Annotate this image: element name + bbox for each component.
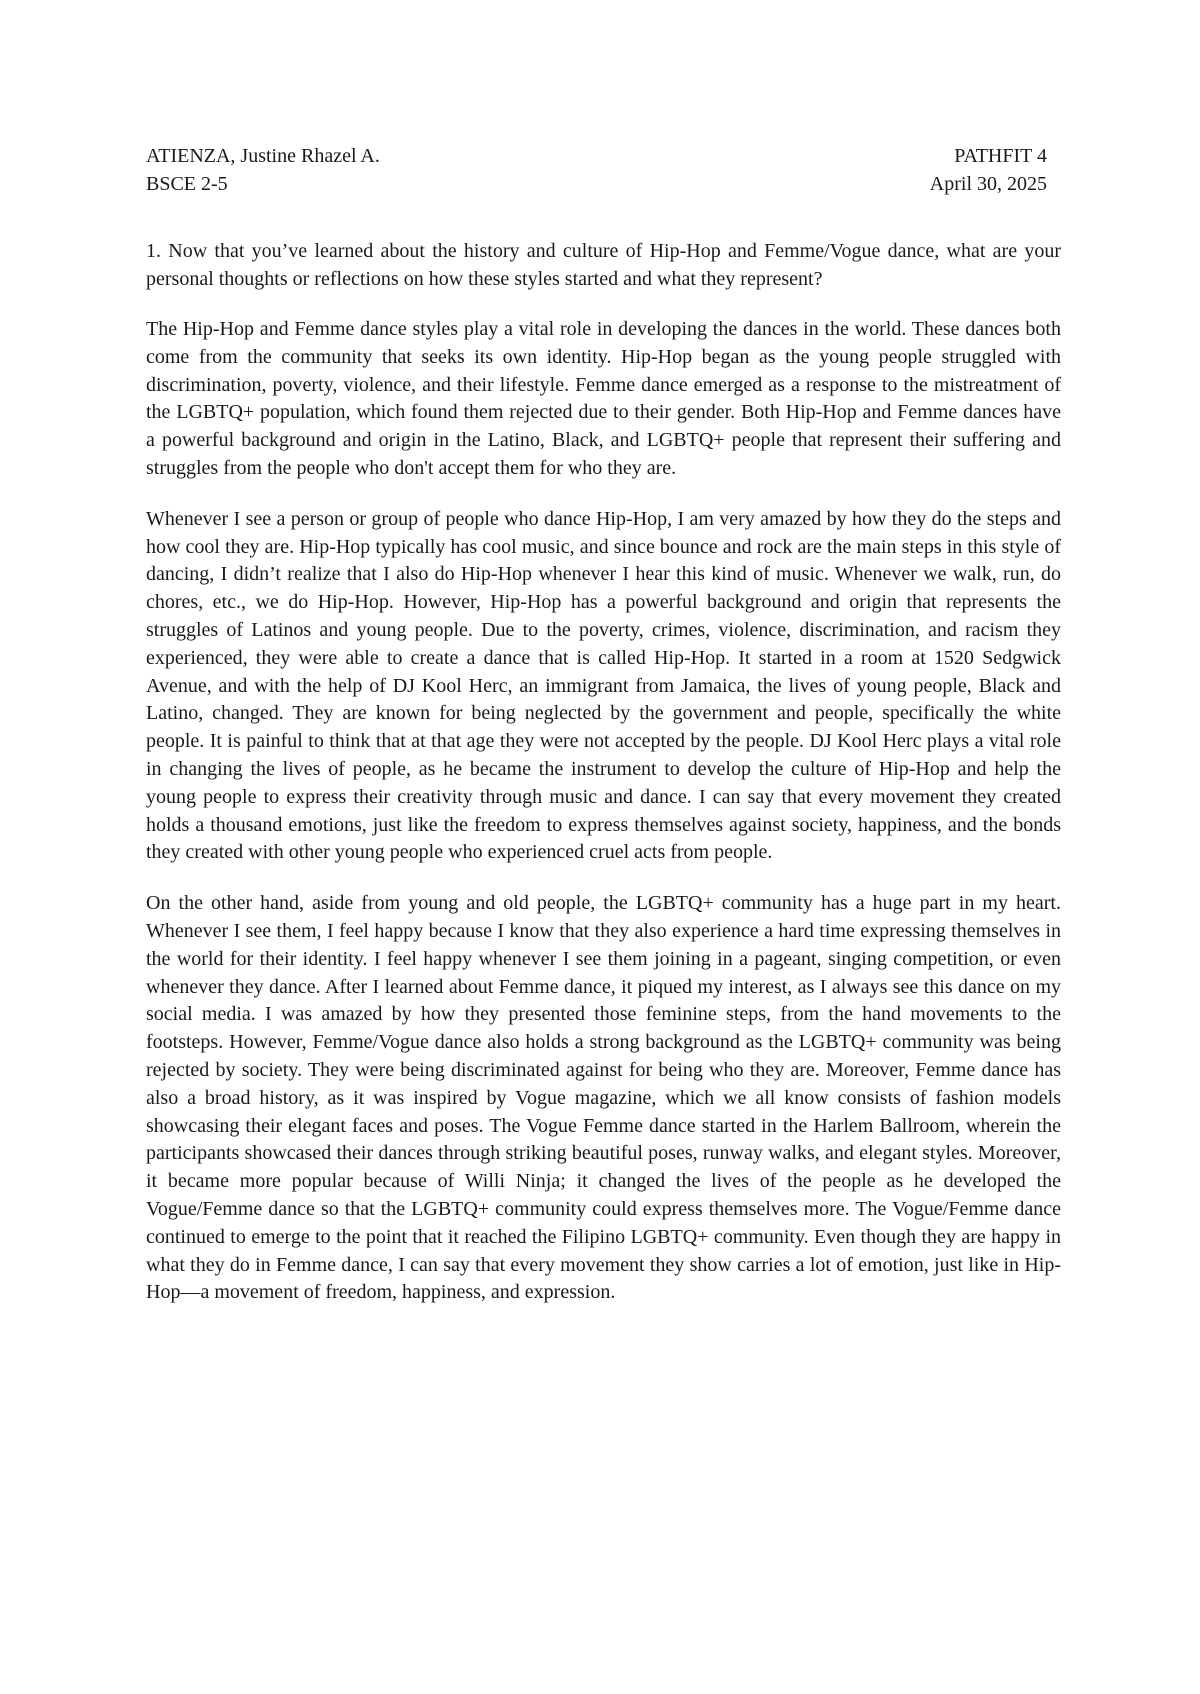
submission-date: April 30, 2025 <box>929 173 1047 195</box>
document-header <box>146 142 1061 198</box>
student-name: ATIENZA, Justine Rhazel A. <box>146 145 380 167</box>
paragraph-1: The Hip-Hop and Femme dance styles play a vital role in developing the dances in the world. These dances both come from the community that seeks its own identity. Hip-Hop began as the young people struggled with discrimination, poverty, violence, and their lifestyle. Femme dance emerged as a response to the mistreatment of the LGBTQ+ population, which found them rejected due to their gender. Both Hip-Hop and Femme dances have a powerful background and origin in the Latino, Black, and LGBTQ+ people that represent their suffering and struggles from the people who don't accept them for who they are. <box>146 318 1061 479</box>
student-section: BSCE 2-5 <box>146 173 228 195</box>
student-info <box>146 142 380 198</box>
paragraph-3: On the other hand, aside from young and old people, the LGBTQ+ community has a huge part in my heart. Whenever I see them, I feel happy because I know that they also experience a hard time expressing themselves in the world for their identity. I feel happy whenever I see them joining in a pageant, singing competition, or even whenever they dance. After I learned about Femme dance, it piqued my interest, as I always see this dance on my social media. I was amazed by how they presented those feminine steps, from the hand movements to the footsteps. However, Femme/Vogue dance also holds a strong background as the LGBTQ+ community was being rejected by society. They were being discriminated against for being who they are. Moreover, Femme dance has also a broad history, as it was inspired by Vogue magazine, which we all know consists of fashion models showcasing their elegant faces and poses. The Vogue Femme dance started in the Harlem Ballroom, wherein the participants showcased their dances through striking beautiful poses, runway walks, and elegant styles. Moreover, it became more popular because of Willi Ninja; it changed the lives of the people as he developed the Vogue/Femme dance so that the LGBTQ+ community could express themselves more. The Vogue/Femme dance continued to emerge to the point that it reached the Filipino LGBTQ+ community. Even though they are happy in what they do in Femme dance, I can say that every movement they show carries a lot of emotion, just like in Hip-Hop—a movement of freedom, happiness, and expression. <box>146 892 1061 1304</box>
question-text: 1. Now that you’ve learned about the history and culture of Hip-Hop and Femme/Vogue dance, what are your personal thoughts or reflections on how these styles started and what they represent? <box>146 240 1061 290</box>
paragraph-2: Whenever I see a person or group of people who dance Hip-Hop, I am very amazed by how they do the steps and how cool they are. Hip-Hop typically has cool music, and since bounce and rock are the main steps in this style of dancing, I didn’t realize that I also do Hip-Hop whenever I hear this kind of music. Whenever we walk, run, do chores, etc., we do Hip-Hop. However, Hip-Hop has a powerful background and origin that represents the struggles of Latinos and young people. Due to the poverty, crimes, violence, discrimination, and racism they experienced, they were able to create a dance that is called Hip-Hop. It started in a room at 1520 Sedgwick Avenue, and with the help of DJ Kool Herc, an immigrant from Jamaica, the lives of young people, Black and Latino, changed. They are known for being neglected by the government and people, specifically the white people. It is painful to think that at that age they were not accepted by the people. DJ Kool Herc plays a vital role in changing the lives of people, as he became the instrument to develop the culture of Hip-Hop and help the young people to express their creativity through music and dance. I can say that every movement they created holds a thousand emotions, just like the freedom to express themselves against society, happiness, and the bonds they created with other young people who experienced cruel acts from people. <box>146 507 1061 864</box>
document-page <box>146 142 1061 1327</box>
course-code: PATHFIT 4 <box>954 145 1047 167</box>
course-info <box>930 142 1061 198</box>
